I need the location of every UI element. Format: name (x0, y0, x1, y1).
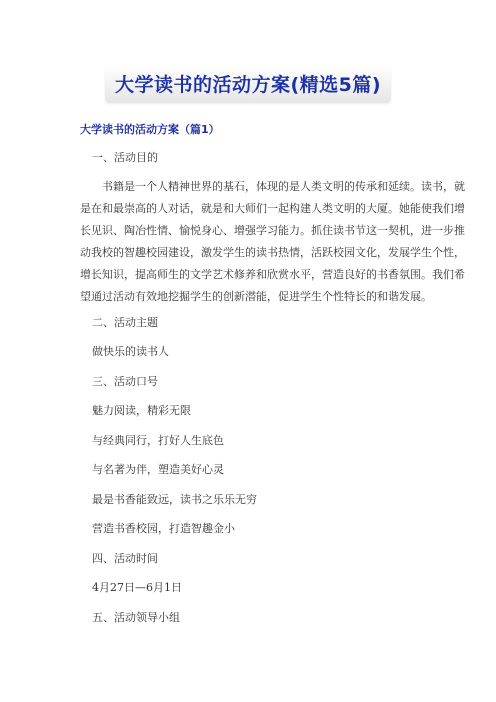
section-subtitle: 大学读书的活动方案（篇1） (80, 123, 220, 136)
title-container (0, 66, 496, 103)
slogan-item: 营造书香校园，打造智趣金小 (92, 522, 235, 535)
document-title: 大学读书的活动方案(精选5篇) (105, 66, 391, 103)
paragraph-purpose (80, 176, 465, 308)
heading-leadership: 五、活动领导小组 (92, 611, 180, 624)
paragraph-line: 书籍是一个人精神世界的基石，体现的是人类文明的传承和延续。读书，就 (102, 180, 465, 193)
slogan-item: 魅力阅读，精彩无限 (92, 404, 191, 417)
heading-time: 四、活动时间 (92, 552, 158, 565)
slogan-item: 最是书香能致远，读书之乐乐无穷 (92, 493, 257, 506)
heading-slogan: 三、活动口号 (92, 375, 158, 388)
slogan-item: 与经典同行，打好人生底色 (92, 434, 224, 447)
paragraph-line: 是在和最崇高的人对话，就是和大师们一起构建人类文明的大厦。她能使我们增 (80, 202, 465, 215)
theme-text: 做快乐的读书人 (92, 345, 169, 358)
slogan-item: 与名著为伴，塑造美好心灵 (92, 463, 224, 476)
heading-purpose: 一、活动目的 (92, 151, 158, 164)
time-text: 4月27日—6月1日 (92, 581, 182, 594)
paragraph-line: 动我校的智趣校园建设，激发学生的读书热情，活跃校园文化，发展学生个性， (80, 246, 465, 259)
paragraph-line: 增长知识，提高师生的文学艺术修养和欣赏水平，营造良好的书香氛围。我们希 (80, 268, 465, 281)
heading-theme: 二、活动主题 (92, 316, 158, 329)
paragraph-line: 望通过活动有效地挖掘学生的创新潜能，促进学生个性特长的和谐发展。 (80, 290, 432, 303)
paragraph-line: 长见识、陶冶性情、愉悦身心、增强学习能力。抓住读书节这一契机，进一步推 (80, 224, 465, 237)
